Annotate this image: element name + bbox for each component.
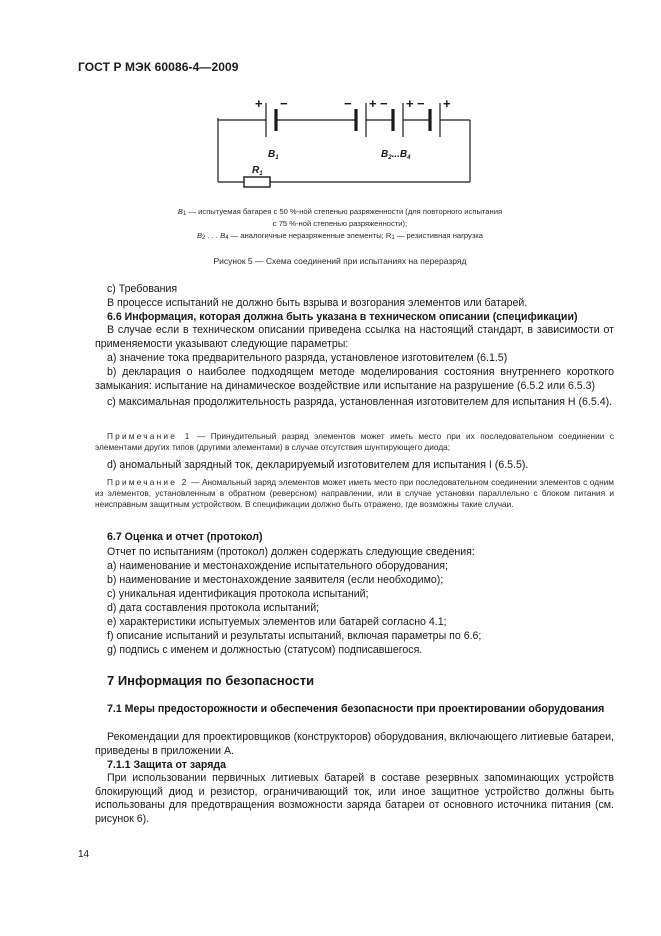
section-7-heading: 7 Информация по безопасности — [107, 673, 315, 688]
c-requirements-item: c) Требования — [107, 283, 178, 295]
section-6-6-item-c: c) максимальная продолжительность разряда, установленная изготовителем для испытания Н (6.5.4). — [107, 396, 613, 408]
resistor-r1 — [244, 177, 270, 187]
b3-plus-sign: + — [406, 96, 414, 111]
section-6-7-heading: 6.7 Оценка и отчет (протокол) — [107, 531, 263, 543]
section-6-6-item-b: b) декларация о наиболее подходящем методе моделирования состояния внутреннего короткого замыкания: испытание на динамическое воздействие или испытание на разрушение (6.5.2 или 6.5.3) — [95, 366, 614, 392]
c-requirements-text: В процессе испытаний не должно быть взрыва и возгорания элементов или батарей. — [107, 297, 528, 309]
section-6-7-item: g) подпись с именем и должностью (статусом) подписавшегося. — [107, 644, 423, 656]
section-6-7-item: e) характеристики испытуемых элементов или батарей согласно 4.1; — [107, 616, 447, 628]
section-7-1-1-heading: 7.1.1 Защита от заряда — [107, 759, 226, 771]
section-6-6-item-a: a) значение тока предварительного разряда, установленое изготовителем (6.1.5) — [107, 352, 508, 364]
section-6-7-item: f) описание испытаний и результаты испытаний, включая параметры по 6.6; — [107, 630, 482, 642]
figure-legend-line-3: B2 . . . B4 — аналогичные неразряженные элементы; R1 — резистивная нагрузка — [196, 231, 484, 241]
section-6-7-item: c) уникальная идентификация протокола испытаний; — [107, 588, 369, 600]
b4-plus-sign: + — [443, 96, 451, 111]
section-7-1-1-text: При использовании первичных литиевых батарей в составе резервных запоминающих устройств блокирующий диод и резистор, ограничивающий ток, или иное защитное устройство должны быть использованы для предотвращения возможности заряда батареи от основного источника питания (см. рисунок 6). — [95, 772, 614, 825]
figure-legend-line-2: с 75 %-ной степенью разряженности); — [272, 219, 408, 228]
label-b2-b4: $B_2...B_4$ — [381, 149, 411, 161]
label-r1: $R_1$ — [252, 165, 263, 177]
b1-minus-sign: − — [280, 96, 288, 111]
note-1: Примечание 1 — Принудительный разряд элементов может иметь место при их последовательном соединении с элементами других типов (другими элементами) в случае отсутствия шунтирующего диода; — [95, 431, 615, 452]
section-6-7-intro: Отчет по испытаниям (протокол) должен содержать следующие сведения: — [107, 546, 475, 558]
figure-legend-line-1: B1 — испытуемая батарея с 50 %-ной степенью разряженности (для повторного испытания — [177, 207, 503, 217]
b3-minus-sign: − — [380, 96, 388, 111]
section-6-7-item: b) наименование и местонахождение заявителя (если необходимо); — [107, 574, 444, 586]
section-6-6-heading: 6.6 Информация, которая должна быть указана в техническом описании (спецификации) — [107, 311, 578, 323]
label-b1: $B_1$ — [268, 149, 279, 161]
document-header: ГОСТ Р МЭК 60086-4—2009 — [78, 60, 239, 74]
page-number: 14 — [78, 849, 90, 860]
figure-caption: Рисунок 5 — Схема соединений при испытаниях на переразряд — [213, 256, 467, 266]
b1-plus-sign: + — [255, 96, 263, 111]
section-6-7-item: d) дата составления протокола испытаний; — [107, 602, 320, 614]
section-6-6-item-d: d) аномальный зарядный ток, декларируемый изготовителем для испытания I (6.5.5). — [107, 459, 529, 471]
section-7-1-heading: 7.1 Меры предосторожности и обеспечения безопасности при проектировании оборудования — [107, 703, 605, 715]
note-2: Примечание 2 — Аномальный заряд элементов может иметь место при последовательном соединении элементов с одним из элементов, установленным в обратном (реверсном) направлении, или в случае установки параллельно с блоком питания и неисправным защитным устройством. В спецификации должно быть отражено, где возможны такие случаи. — [95, 477, 614, 509]
section-7-1-text: Рекомендации для проектировщиков (конструкторов) оборудования, включающего литиевые батареи, приведены в приложении А. — [95, 731, 614, 757]
circuit-diagram — [0, 0, 661, 200]
section-6-7-item: a) наименование и местонахождение испытательного оборудования; — [107, 560, 448, 572]
section-6-6-text: В случае если в техническом описании приведена ссылка на настоящий стандарт, в зависимости от применяемости указывают следующие параметры: — [95, 324, 614, 350]
b2-minus-sign: − — [344, 96, 352, 111]
b4-minus-sign: − — [417, 96, 425, 111]
b2-plus-sign: + — [369, 96, 377, 111]
